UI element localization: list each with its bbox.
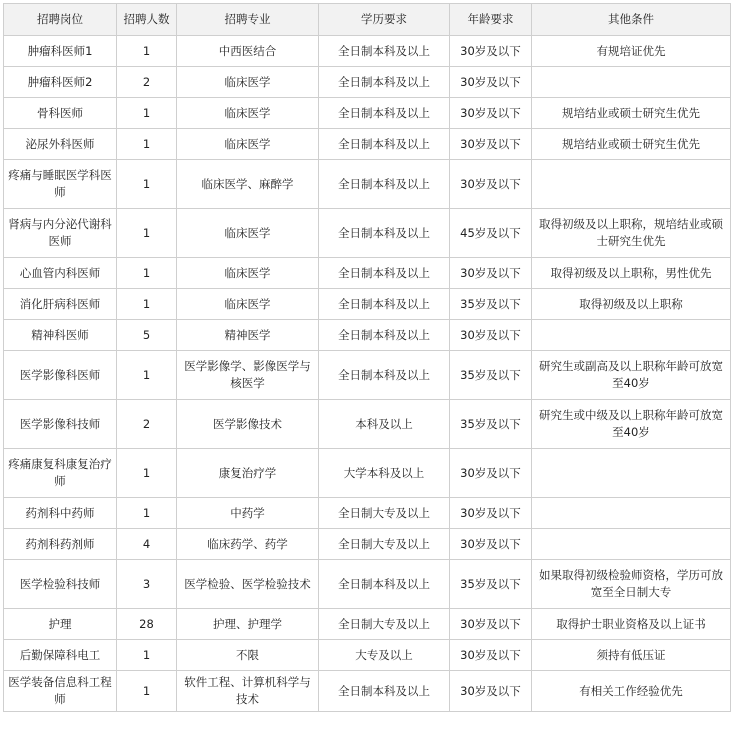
- cell-education: 本科及以上: [319, 400, 450, 449]
- cell-position: 泌尿外科医师: [4, 129, 117, 160]
- cell-major: 临床医学: [177, 209, 319, 258]
- cell-position: 医学检验科技师: [4, 560, 117, 609]
- cell-major: 医学影像技术: [177, 400, 319, 449]
- cell-conditions: [532, 320, 731, 351]
- header-major: 招聘专业: [177, 4, 319, 36]
- cell-major: 临床药学、药学: [177, 529, 319, 560]
- cell-conditions: 有相关工作经验优先: [532, 671, 731, 712]
- cell-education: 全日制大专及以上: [319, 529, 450, 560]
- cell-position: 肿瘤科医师2: [4, 67, 117, 98]
- cell-education: 全日制本科及以上: [319, 320, 450, 351]
- cell-education: 全日制本科及以上: [319, 67, 450, 98]
- cell-major: 软件工程、计算机科学与技术: [177, 671, 319, 712]
- cell-count: 4: [117, 529, 177, 560]
- cell-position: 医学影像科技师: [4, 400, 117, 449]
- table-header: [4, 4, 731, 36]
- table-row: [4, 498, 731, 529]
- cell-age: 30岁及以下: [450, 98, 532, 129]
- cell-count: 1: [117, 671, 177, 712]
- cell-conditions: 取得初级及以上职称，规培结业或硕士研究生优先: [532, 209, 731, 258]
- cell-conditions: [532, 160, 731, 209]
- cell-education: 全日制大专及以上: [319, 498, 450, 529]
- header-age: 年龄要求: [450, 4, 532, 36]
- header-count: 招聘人数: [117, 4, 177, 36]
- table-row: [4, 36, 731, 67]
- cell-conditions: 取得护士职业资格及以上证书: [532, 609, 731, 640]
- cell-count: 1: [117, 209, 177, 258]
- cell-age: 30岁及以下: [450, 529, 532, 560]
- cell-position: 药剂科药剂师: [4, 529, 117, 560]
- table-row: [4, 67, 731, 98]
- cell-major: 中药学: [177, 498, 319, 529]
- cell-age: 30岁及以下: [450, 640, 532, 671]
- cell-major: 医学检验、医学检验技术: [177, 560, 319, 609]
- cell-position: 后勤保障科电工: [4, 640, 117, 671]
- cell-age: 30岁及以下: [450, 449, 532, 498]
- cell-count: 1: [117, 129, 177, 160]
- cell-conditions: [532, 449, 731, 498]
- cell-count: 2: [117, 67, 177, 98]
- cell-count: 1: [117, 498, 177, 529]
- table-container: [3, 3, 731, 712]
- cell-count: 2: [117, 400, 177, 449]
- cell-age: 35岁及以下: [450, 560, 532, 609]
- cell-position: 医学装备信息科工程师: [4, 671, 117, 712]
- cell-education: 全日制本科及以上: [319, 129, 450, 160]
- cell-age: 45岁及以下: [450, 209, 532, 258]
- header-education: 学历要求: [319, 4, 450, 36]
- cell-conditions: [532, 67, 731, 98]
- table-row: [4, 160, 731, 209]
- cell-age: 35岁及以下: [450, 351, 532, 400]
- cell-education: 全日制本科及以上: [319, 560, 450, 609]
- cell-major: 康复治疗学: [177, 449, 319, 498]
- cell-age: 30岁及以下: [450, 671, 532, 712]
- cell-count: 1: [117, 36, 177, 67]
- cell-count: 1: [117, 640, 177, 671]
- cell-major: 临床医学、麻醉学: [177, 160, 319, 209]
- table-row: [4, 258, 731, 289]
- cell-education: 全日制大专及以上: [319, 609, 450, 640]
- cell-education: 全日制本科及以上: [319, 209, 450, 258]
- cell-age: 35岁及以下: [450, 289, 532, 320]
- cell-major: 临床医学: [177, 129, 319, 160]
- cell-education: 全日制本科及以上: [319, 351, 450, 400]
- table-row: [4, 129, 731, 160]
- table-row: [4, 209, 731, 258]
- cell-age: 30岁及以下: [450, 67, 532, 98]
- cell-count: 1: [117, 289, 177, 320]
- table-row: [4, 529, 731, 560]
- cell-education: 全日制本科及以上: [319, 98, 450, 129]
- cell-conditions: 研究生或副高及以上职称年龄可放宽至40岁: [532, 351, 731, 400]
- header-conditions: 其他条件: [532, 4, 731, 36]
- header-position: 招聘岗位: [4, 4, 117, 36]
- cell-count: 1: [117, 351, 177, 400]
- cell-major: 临床医学: [177, 67, 319, 98]
- cell-count: 1: [117, 160, 177, 209]
- cell-count: 1: [117, 98, 177, 129]
- cell-conditions: 规培结业或硕士研究生优先: [532, 129, 731, 160]
- cell-education: 全日制本科及以上: [319, 36, 450, 67]
- cell-education: 全日制本科及以上: [319, 671, 450, 712]
- cell-position: 肿瘤科医师1: [4, 36, 117, 67]
- cell-major: 医学影像学、影像医学与核医学: [177, 351, 319, 400]
- cell-conditions: 取得初级及以上职称: [532, 289, 731, 320]
- cell-education: 全日制本科及以上: [319, 289, 450, 320]
- cell-position: 护理: [4, 609, 117, 640]
- recruitment-table: [3, 3, 731, 712]
- cell-conditions: 须持有低压证: [532, 640, 731, 671]
- cell-position: 精神科医师: [4, 320, 117, 351]
- cell-position: 消化肝病科医师: [4, 289, 117, 320]
- cell-major: 不限: [177, 640, 319, 671]
- cell-age: 30岁及以下: [450, 320, 532, 351]
- cell-major: 护理、护理学: [177, 609, 319, 640]
- cell-age: 30岁及以下: [450, 36, 532, 67]
- cell-conditions: 研究生或中级及以上职称年龄可放宽至40岁: [532, 400, 731, 449]
- cell-position: 肾病与内分泌代谢科医师: [4, 209, 117, 258]
- cell-conditions: 规培结业或硕士研究生优先: [532, 98, 731, 129]
- table-row: [4, 671, 731, 712]
- cell-position: 医学影像科医师: [4, 351, 117, 400]
- cell-education: 全日制本科及以上: [319, 258, 450, 289]
- table-row: [4, 449, 731, 498]
- cell-education: 大学本科及以上: [319, 449, 450, 498]
- cell-count: 3: [117, 560, 177, 609]
- cell-major: 中西医结合: [177, 36, 319, 67]
- cell-major: 精神医学: [177, 320, 319, 351]
- table-row: [4, 351, 731, 400]
- cell-age: 30岁及以下: [450, 609, 532, 640]
- cell-education: 全日制本科及以上: [319, 160, 450, 209]
- cell-age: 30岁及以下: [450, 498, 532, 529]
- cell-conditions: 如果取得初级检验师资格，学历可放宽至全日制大专: [532, 560, 731, 609]
- cell-count: 1: [117, 449, 177, 498]
- cell-count: 5: [117, 320, 177, 351]
- table-row: [4, 400, 731, 449]
- table-row: [4, 560, 731, 609]
- table-row: [4, 320, 731, 351]
- table-row: [4, 98, 731, 129]
- table-row: [4, 609, 731, 640]
- cell-age: 30岁及以下: [450, 258, 532, 289]
- cell-position: 疼痛与睡眠医学科医师: [4, 160, 117, 209]
- cell-major: 临床医学: [177, 98, 319, 129]
- cell-position: 心血管内科医师: [4, 258, 117, 289]
- header-row: [4, 4, 731, 36]
- cell-position: 骨科医师: [4, 98, 117, 129]
- table-row: [4, 640, 731, 671]
- table-body: [4, 36, 731, 712]
- cell-count: 1: [117, 258, 177, 289]
- cell-age: 30岁及以下: [450, 160, 532, 209]
- cell-conditions: [532, 529, 731, 560]
- cell-conditions: 取得初级及以上职称，男性优先: [532, 258, 731, 289]
- table-row: [4, 289, 731, 320]
- cell-position: 药剂科中药师: [4, 498, 117, 529]
- cell-conditions: 有规培证优先: [532, 36, 731, 67]
- cell-position: 疼痛康复科康复治疗师: [4, 449, 117, 498]
- cell-education: 大专及以上: [319, 640, 450, 671]
- cell-count: 28: [117, 609, 177, 640]
- cell-age: 30岁及以下: [450, 129, 532, 160]
- cell-age: 35岁及以下: [450, 400, 532, 449]
- cell-major: 临床医学: [177, 258, 319, 289]
- cell-major: 临床医学: [177, 289, 319, 320]
- cell-conditions: [532, 498, 731, 529]
